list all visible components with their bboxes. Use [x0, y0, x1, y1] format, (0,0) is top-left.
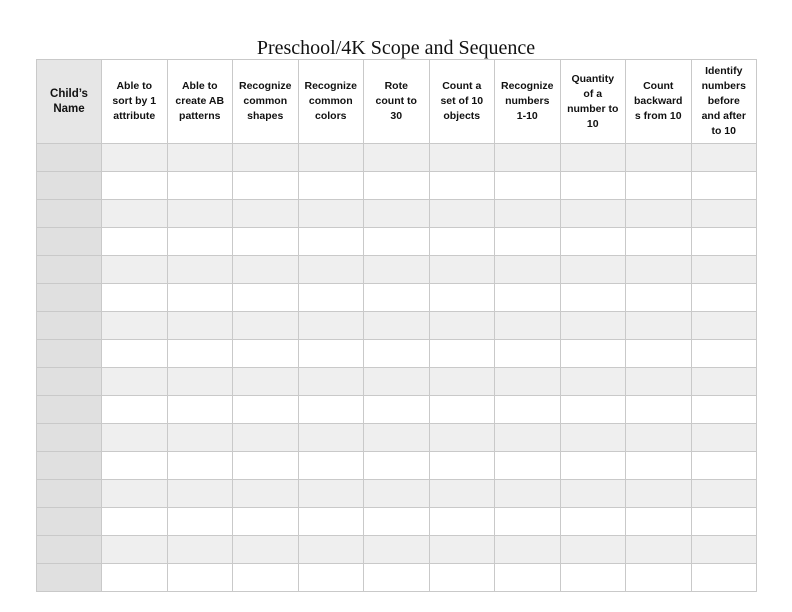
- skill-cell[interactable]: [495, 452, 561, 480]
- skill-cell[interactable]: [233, 256, 299, 284]
- skill-cell[interactable]: [429, 480, 495, 508]
- skill-cell[interactable]: [102, 368, 168, 396]
- skill-cell[interactable]: [167, 508, 233, 536]
- skill-cell[interactable]: [102, 452, 168, 480]
- skill-cell[interactable]: [691, 368, 757, 396]
- header-row: [37, 60, 757, 144]
- column-header-common-colors: Recognize common colors: [298, 60, 364, 144]
- skill-cell[interactable]: [233, 480, 299, 508]
- skill-cell[interactable]: [495, 368, 561, 396]
- skill-cell[interactable]: [560, 144, 626, 172]
- skill-cell[interactable]: [495, 312, 561, 340]
- child-name-cell[interactable]: [37, 480, 102, 508]
- skill-cell[interactable]: [495, 144, 561, 172]
- skill-cell[interactable]: [364, 256, 430, 284]
- child-name-cell[interactable]: [37, 536, 102, 564]
- table-row: [37, 256, 757, 284]
- skill-cell[interactable]: [364, 172, 430, 200]
- skill-cell[interactable]: [233, 172, 299, 200]
- table-row: [37, 284, 757, 312]
- skill-cell[interactable]: [429, 172, 495, 200]
- skill-cell[interactable]: [364, 480, 430, 508]
- skill-cell[interactable]: [298, 452, 364, 480]
- skill-cell[interactable]: [167, 228, 233, 256]
- skill-cell[interactable]: [429, 228, 495, 256]
- skill-cell[interactable]: [298, 172, 364, 200]
- skill-cell[interactable]: [429, 508, 495, 536]
- skill-cell[interactable]: [233, 452, 299, 480]
- skill-cell[interactable]: [233, 564, 299, 592]
- table-row: [37, 368, 757, 396]
- skill-cell[interactable]: [167, 564, 233, 592]
- skill-cell[interactable]: [429, 564, 495, 592]
- skill-cell[interactable]: [298, 200, 364, 228]
- skill-cell[interactable]: [298, 424, 364, 452]
- skill-cell[interactable]: [429, 368, 495, 396]
- table-row: [37, 312, 757, 340]
- skill-cell[interactable]: [560, 424, 626, 452]
- skill-cell[interactable]: [429, 312, 495, 340]
- skill-cell[interactable]: [560, 480, 626, 508]
- skill-cell[interactable]: [626, 536, 692, 564]
- skill-cell[interactable]: [626, 172, 692, 200]
- skill-cell[interactable]: [626, 340, 692, 368]
- skill-cell[interactable]: [364, 200, 430, 228]
- child-name-cell[interactable]: [37, 144, 102, 172]
- skill-cell[interactable]: [691, 340, 757, 368]
- child-name-cell[interactable]: [37, 228, 102, 256]
- skill-cell[interactable]: [495, 340, 561, 368]
- skill-cell[interactable]: [167, 256, 233, 284]
- skill-cell[interactable]: [102, 536, 168, 564]
- skill-cell[interactable]: [495, 564, 561, 592]
- skill-cell[interactable]: [167, 368, 233, 396]
- table-row: [37, 200, 757, 228]
- child-name-cell[interactable]: [37, 396, 102, 424]
- column-header-count-backwards: Count backward s from 10: [626, 60, 692, 144]
- skill-cell[interactable]: [495, 172, 561, 200]
- skill-cell[interactable]: [626, 424, 692, 452]
- skill-cell[interactable]: [691, 228, 757, 256]
- skill-cell[interactable]: [167, 424, 233, 452]
- skill-cell[interactable]: [560, 312, 626, 340]
- table-row: [37, 564, 757, 592]
- table-row: [37, 228, 757, 256]
- skill-cell[interactable]: [233, 200, 299, 228]
- skill-cell[interactable]: [560, 452, 626, 480]
- skill-cell[interactable]: [298, 480, 364, 508]
- column-header-count-set: Count a set of 10 objects: [429, 60, 495, 144]
- skill-cell[interactable]: [495, 284, 561, 312]
- skill-cell[interactable]: [560, 396, 626, 424]
- skill-cell[interactable]: [560, 256, 626, 284]
- skill-cell[interactable]: [102, 340, 168, 368]
- skill-cell[interactable]: [364, 564, 430, 592]
- skill-cell[interactable]: [298, 256, 364, 284]
- skill-cell[interactable]: [167, 536, 233, 564]
- skill-cell[interactable]: [102, 480, 168, 508]
- skill-cell[interactable]: [691, 312, 757, 340]
- skill-cell[interactable]: [691, 256, 757, 284]
- column-header-quantity: Quantity of a number to 10: [560, 60, 626, 144]
- skill-cell[interactable]: [429, 452, 495, 480]
- skill-cell[interactable]: [233, 144, 299, 172]
- skill-cell[interactable]: [167, 172, 233, 200]
- table-row: [37, 396, 757, 424]
- skill-cell[interactable]: [298, 564, 364, 592]
- child-name-cell[interactable]: [37, 368, 102, 396]
- skill-cell[interactable]: [560, 508, 626, 536]
- skill-cell[interactable]: [560, 284, 626, 312]
- skill-cell[interactable]: [691, 480, 757, 508]
- skill-cell[interactable]: [167, 200, 233, 228]
- skill-cell[interactable]: [691, 564, 757, 592]
- skill-cell[interactable]: [560, 368, 626, 396]
- child-name-cell[interactable]: [37, 340, 102, 368]
- skill-cell[interactable]: [233, 508, 299, 536]
- skill-cell[interactable]: [495, 536, 561, 564]
- skill-cell[interactable]: [233, 284, 299, 312]
- skill-cell[interactable]: [560, 536, 626, 564]
- child-name-cell[interactable]: [37, 424, 102, 452]
- skill-cell[interactable]: [298, 284, 364, 312]
- column-header-childs-name: Child’s Name: [37, 60, 102, 144]
- skill-cell[interactable]: [691, 536, 757, 564]
- table-row: [37, 508, 757, 536]
- skill-cell[interactable]: [626, 396, 692, 424]
- skill-cell[interactable]: [102, 508, 168, 536]
- skill-cell[interactable]: [626, 480, 692, 508]
- skill-cell[interactable]: [560, 564, 626, 592]
- skill-cell[interactable]: [626, 564, 692, 592]
- skill-cell[interactable]: [495, 228, 561, 256]
- table-row: [37, 424, 757, 452]
- skill-cell[interactable]: [167, 284, 233, 312]
- skill-cell[interactable]: [102, 312, 168, 340]
- child-name-cell[interactable]: [37, 312, 102, 340]
- skill-cell[interactable]: [626, 228, 692, 256]
- skill-cell[interactable]: [495, 200, 561, 228]
- column-header-recognize-numbers: Recognize numbers 1-10: [495, 60, 561, 144]
- skill-cell[interactable]: [691, 172, 757, 200]
- skill-cell[interactable]: [102, 284, 168, 312]
- skill-cell[interactable]: [364, 536, 430, 564]
- skill-cell[interactable]: [298, 340, 364, 368]
- skill-cell[interactable]: [364, 340, 430, 368]
- skill-cell[interactable]: [691, 452, 757, 480]
- skill-cell[interactable]: [626, 256, 692, 284]
- skill-cell[interactable]: [691, 424, 757, 452]
- skill-cell[interactable]: [233, 228, 299, 256]
- skill-cell[interactable]: [691, 200, 757, 228]
- skill-cell[interactable]: [298, 396, 364, 424]
- skill-cell[interactable]: [102, 564, 168, 592]
- skill-cell[interactable]: [298, 228, 364, 256]
- scope-sequence-table: [36, 59, 757, 592]
- table-row: [37, 480, 757, 508]
- skill-cell[interactable]: [364, 424, 430, 452]
- skill-cell[interactable]: [626, 144, 692, 172]
- skill-cell[interactable]: [560, 228, 626, 256]
- skill-cell[interactable]: [102, 424, 168, 452]
- child-name-cell[interactable]: [37, 508, 102, 536]
- skill-cell[interactable]: [167, 452, 233, 480]
- skill-cell[interactable]: [429, 284, 495, 312]
- child-name-cell[interactable]: [37, 256, 102, 284]
- skill-cell[interactable]: [364, 228, 430, 256]
- skill-cell[interactable]: [495, 480, 561, 508]
- skill-cell[interactable]: [364, 312, 430, 340]
- skill-cell[interactable]: [298, 368, 364, 396]
- skill-cell[interactable]: [495, 396, 561, 424]
- skill-cell[interactable]: [298, 508, 364, 536]
- table-row: [37, 172, 757, 200]
- skill-cell[interactable]: [495, 508, 561, 536]
- skill-cell[interactable]: [560, 172, 626, 200]
- skill-cell[interactable]: [167, 144, 233, 172]
- skill-cell[interactable]: [364, 284, 430, 312]
- child-name-cell[interactable]: [37, 452, 102, 480]
- column-header-common-shapes: Recognize common shapes: [233, 60, 299, 144]
- skill-cell[interactable]: [364, 508, 430, 536]
- skill-cell[interactable]: [626, 452, 692, 480]
- skill-cell[interactable]: [691, 508, 757, 536]
- skill-cell[interactable]: [429, 144, 495, 172]
- skill-cell[interactable]: [233, 536, 299, 564]
- skill-cell[interactable]: [298, 536, 364, 564]
- skill-cell[interactable]: [233, 340, 299, 368]
- skill-cell[interactable]: [560, 340, 626, 368]
- column-header-sort-by-attribute: Able to sort by 1 attribute: [102, 60, 168, 144]
- table-row: [37, 536, 757, 564]
- skill-cell[interactable]: [691, 284, 757, 312]
- skill-cell[interactable]: [102, 256, 168, 284]
- skill-cell[interactable]: [429, 340, 495, 368]
- column-header-ab-patterns: Able to create AB patterns: [167, 60, 233, 144]
- skill-cell[interactable]: [560, 200, 626, 228]
- skill-cell[interactable]: [626, 312, 692, 340]
- column-header-identify-before-after: Identify numbers before and after to 10: [691, 60, 757, 144]
- skill-cell[interactable]: [167, 396, 233, 424]
- skill-cell[interactable]: [102, 396, 168, 424]
- skill-cell[interactable]: [102, 172, 168, 200]
- skill-cell[interactable]: [298, 144, 364, 172]
- skill-cell[interactable]: [626, 200, 692, 228]
- child-name-cell[interactable]: [37, 172, 102, 200]
- skill-cell[interactable]: [495, 424, 561, 452]
- skill-cell[interactable]: [429, 536, 495, 564]
- skill-cell[interactable]: [691, 144, 757, 172]
- skill-cell[interactable]: [626, 284, 692, 312]
- skill-cell[interactable]: [626, 368, 692, 396]
- skill-cell[interactable]: [429, 424, 495, 452]
- skill-cell[interactable]: [102, 144, 168, 172]
- skill-cell[interactable]: [364, 396, 430, 424]
- skill-cell[interactable]: [364, 452, 430, 480]
- skill-cell[interactable]: [233, 396, 299, 424]
- skill-cell[interactable]: [102, 228, 168, 256]
- table-row: [37, 452, 757, 480]
- child-name-cell[interactable]: [37, 284, 102, 312]
- skill-cell[interactable]: [233, 368, 299, 396]
- skill-cell[interactable]: [102, 200, 168, 228]
- skill-cell[interactable]: [364, 368, 430, 396]
- skill-cell[interactable]: [233, 424, 299, 452]
- skill-cell[interactable]: [167, 340, 233, 368]
- table-row: [37, 340, 757, 368]
- child-name-cell[interactable]: [37, 564, 102, 592]
- skill-cell[interactable]: [167, 312, 233, 340]
- page-title: Preschool/4K Scope and Sequence: [256, 37, 536, 59]
- skill-cell[interactable]: [429, 200, 495, 228]
- skill-cell[interactable]: [167, 480, 233, 508]
- skill-cell[interactable]: [429, 256, 495, 284]
- skill-cell[interactable]: [626, 508, 692, 536]
- table-row: [37, 144, 757, 172]
- table-body: [37, 144, 757, 592]
- child-name-cell[interactable]: [37, 200, 102, 228]
- skill-cell[interactable]: [429, 396, 495, 424]
- column-header-rote-count: Rote count to 30: [364, 60, 430, 144]
- skill-cell[interactable]: [233, 312, 299, 340]
- skill-cell[interactable]: [495, 256, 561, 284]
- skill-cell[interactable]: [298, 312, 364, 340]
- skill-cell[interactable]: [364, 144, 430, 172]
- skill-cell[interactable]: [691, 396, 757, 424]
